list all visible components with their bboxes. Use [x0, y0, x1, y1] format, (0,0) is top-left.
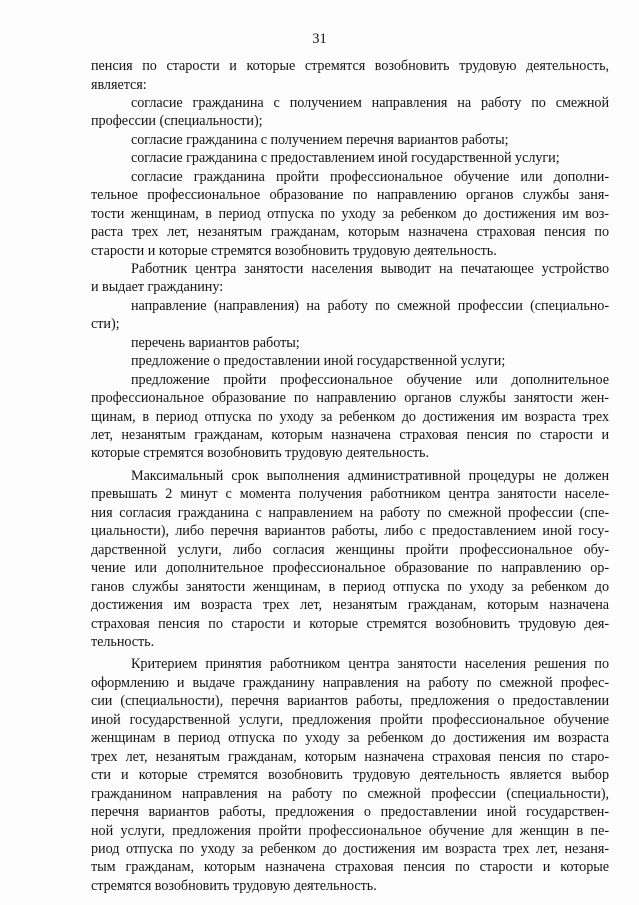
- text-line: пенсия по старости и которые стремятся возобновить трудовую деятельность,: [91, 58, 609, 74]
- text-line: согласие гражданина с получением перечня вариантов работы;: [131, 131, 509, 148]
- text-line: циальности), либо перечня вариантов работы, либо с предоставлением иной госу-: [91, 523, 609, 540]
- text-line: которые стремятся возобновить трудовую деятельность.: [91, 445, 429, 462]
- text-line: страховая пенсия по старости и которые стремятся возобновить трудовую дея-: [91, 615, 609, 632]
- text-line: женщинам в период отпуска по уходу за ребенком до достижения им возраста: [91, 730, 609, 747]
- text-line: щинам, в период отпуска по уходу за ребенком до достижения им возраста трех: [91, 408, 609, 425]
- text-line: превышать 2 минут с момента получения работником центра занятости населе-: [91, 486, 609, 503]
- text-line: раста трех лет, незанятым гражданам, которым назначена страховая пенсия по: [91, 224, 609, 240]
- text-line: ния согласия гражданина с направлением на работу по смежной профессии (спе-: [91, 504, 609, 521]
- text-line: оформлению и выдаче гражданину направления на работу по смежной профес-: [91, 674, 609, 691]
- text-line: Работник центра занятости населения выводит на печатающее устройство: [131, 260, 609, 277]
- text-line: сии (специальности), перечня вариантов работы, предложения о предоставлении: [91, 693, 609, 710]
- text-line: профессии (специальности);: [91, 113, 263, 130]
- text-line: лет, незанятым гражданам, которым назначена страховая пенсия по старости и: [91, 427, 609, 443]
- text-line: дарственной услуги, либо согласия женщины пройти профессиональное обу-: [91, 541, 609, 558]
- text-line: трех лет, незанятым гражданам, которым назначена страховая пенсия по старо-: [91, 748, 609, 765]
- text-line: Критерием принятия работником центра занятости населения решения по: [131, 656, 609, 673]
- text-line: профессиональное образование по направлению органов службы занятости жен-: [91, 390, 609, 407]
- text-line: согласие гражданина с получением направления на работу по смежной: [131, 94, 609, 111]
- text-line: достижения им возраста трех лет, незанятым гражданам, которым назначена: [91, 597, 609, 613]
- text-line: перечень вариантов работы;: [131, 334, 300, 351]
- text-line: сти);: [91, 316, 120, 333]
- text-line: направление (направления) на работу по смежной профессии (специально-: [131, 297, 609, 314]
- text-line: стремятся возобновить трудовую деятельность.: [91, 877, 377, 894]
- text-line: тым гражданам, которым назначена страховая пенсия по старости и которые: [91, 859, 609, 876]
- text-line: перечня вариантов работы, предложения о предоставлении иной государствен-: [91, 804, 609, 820]
- text-line: тельность.: [91, 634, 155, 650]
- text-line: тости женщинам, в период отпуска по уходу за ребенком до достижения им воз-: [91, 205, 609, 222]
- text-line: ганов службы занятости женщинам, в период отпуска по уходу за ребенком до: [91, 578, 609, 595]
- text-line: тельное профессиональное образование по направлению органов службы заня-: [91, 187, 609, 204]
- text-line: старости и которые стремятся возобновить трудовую деятельность.: [91, 242, 497, 259]
- text-line: иной государственной услуги, предложения пройти профессиональное обучение: [91, 711, 609, 728]
- text-line: предложение о предоставлении иной государственной услуги;: [131, 353, 506, 370]
- text-line: и выдает гражданину:: [91, 279, 224, 296]
- text-line: предложение пройти профессиональное обучение или дополнительное: [131, 371, 609, 388]
- text-line: является:: [91, 76, 147, 93]
- text-line: сти и которые стремятся возобновить трудовую деятельность является выбор: [91, 767, 609, 784]
- text-line: ной услуги, предложения пройти профессиональное обучение для женщин в пе-: [91, 822, 609, 839]
- text-line: Максимальный срок выполнения административной процедуры не должен: [131, 467, 609, 484]
- page-number: 31: [312, 31, 327, 47]
- text-line: чение или дополнительное профессиональное образование по направлению ор-: [91, 560, 609, 577]
- text-line: риод отпуска по уходу за ребенком до достижения им возраста трех лет, незаня-: [91, 840, 609, 857]
- text-line: согласие гражданина пройти профессиональное обучение или дополни-: [131, 168, 609, 185]
- text-line: гражданином направления на работу по смежной профессии (специальности),: [91, 785, 609, 802]
- text-line: согласие гражданина с предоставлением иной государственной услуги;: [131, 150, 560, 167]
